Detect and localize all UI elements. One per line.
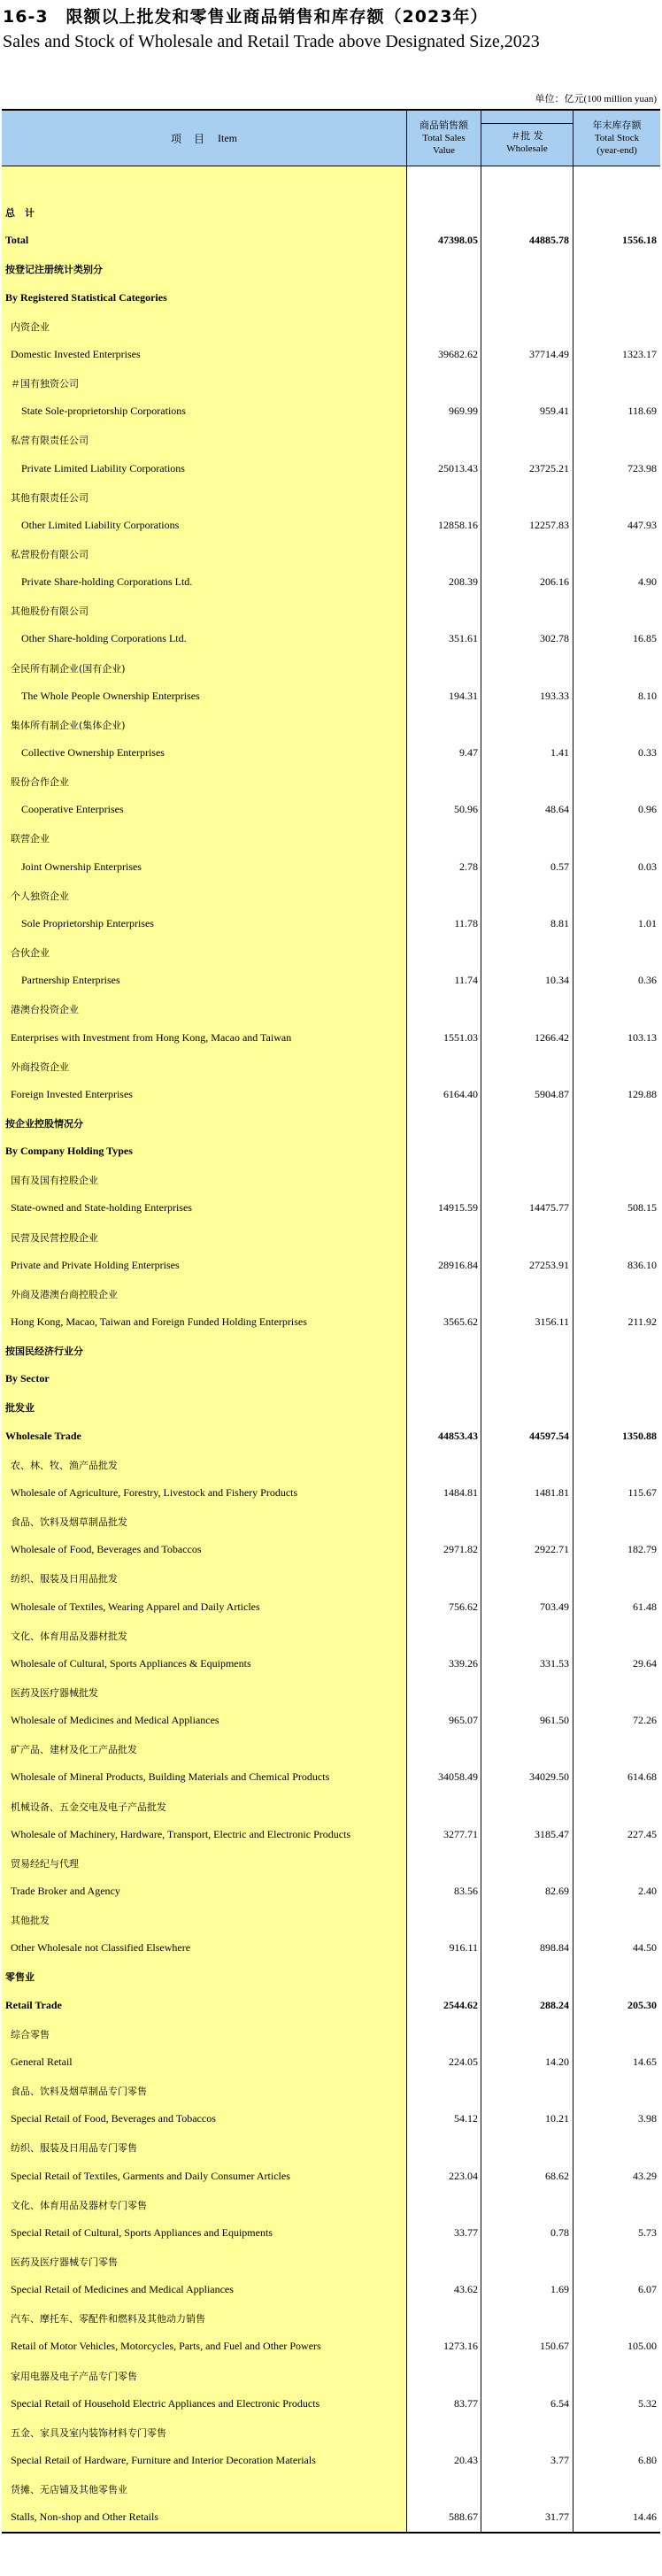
sales-value: 969.99 <box>449 405 478 418</box>
sales-value: 3277.71 <box>443 1827 478 1840</box>
sales-value: 50.96 <box>454 803 478 816</box>
stock-value: 1.01 <box>638 916 657 929</box>
stock-value: 836.10 <box>627 1258 657 1271</box>
table-row <box>2 484 660 513</box>
sales-value: 33.77 <box>454 2225 478 2239</box>
table-row <box>2 2391 660 2419</box>
table-row <box>2 1082 660 1110</box>
wholesale-value: 898.84 <box>540 1941 569 1955</box>
sales-value: 14915.59 <box>438 1201 478 1215</box>
wholesale-value: 82.69 <box>545 1885 569 1897</box>
header-item-cn: 项 目 <box>170 132 205 145</box>
sales-value: 12858.16 <box>438 518 478 531</box>
table-row <box>2 2277 660 2305</box>
table-row <box>2 768 660 797</box>
wholesale-value: 12257.83 <box>529 518 569 531</box>
row-label: Special Retail of Cultural, Sports Appliances and Equipments <box>11 2225 273 2239</box>
page-title-cn: 16-3 限额以上批发和零售业商品销售和库存额（2023年） <box>3 7 489 27</box>
row-label: Retail of Motor Vehicles, Motorcycles, Parts, and Fuel and Other Powers <box>11 2340 321 2353</box>
wholesale-value: 34029.50 <box>529 1770 569 1784</box>
wholesale-value: 10.21 <box>545 2112 569 2125</box>
stock-value: 44.50 <box>633 1941 657 1955</box>
row-label: By Registered Statistical Categories <box>5 290 167 304</box>
table-row <box>2 1623 660 1651</box>
wholesale-value: 1481.81 <box>535 1485 569 1499</box>
table-row <box>2 1423 660 1452</box>
stock-value: 723.98 <box>627 461 657 474</box>
sales-value: 339.26 <box>449 1656 478 1670</box>
row-label: 食品、饮料及烟草制品批发 <box>11 1516 127 1529</box>
header-wholesale <box>481 120 573 166</box>
wholesale-value: 1.41 <box>550 746 569 759</box>
table-row <box>2 1993 660 2021</box>
sales-value: 54.12 <box>454 2112 478 2125</box>
stock-value: 614.68 <box>627 1770 657 1784</box>
table-row <box>2 427 660 455</box>
row-label: 集体所有制企业(集体企业) <box>11 719 126 731</box>
table-row <box>2 1651 660 1679</box>
row-label: 其他股份有限公司 <box>11 605 89 618</box>
table-row <box>2 2021 660 2049</box>
table-row <box>2 712 660 740</box>
sales-value: 2544.62 <box>443 1998 478 2011</box>
row-label: 按企业控股情况分 <box>5 1117 83 1130</box>
table-row <box>2 2333 660 2362</box>
table-row <box>2 171 660 199</box>
stock-value: 43.29 <box>633 2169 657 2182</box>
table-row <box>2 569 660 598</box>
table-row <box>2 2192 660 2220</box>
row-label: Retail Trade <box>5 1998 62 2011</box>
table-row <box>2 2220 660 2248</box>
table-row <box>2 996 660 1024</box>
table-row <box>2 1907 660 1935</box>
sales-value: 1484.81 <box>443 1485 478 1499</box>
row-label: 文化、体育用品及器材批发 <box>11 1630 127 1642</box>
row-label: General Retail <box>11 2055 73 2068</box>
row-label: Wholesale of Machinery, Hardware, Transport, Electric and Electronic Products <box>11 1827 351 1840</box>
row-label: 矿产品、建材及化工产品批发 <box>11 1744 137 1756</box>
table-row <box>2 398 660 427</box>
table-row <box>2 2078 660 2106</box>
wholesale-value: 44885.78 <box>529 234 569 247</box>
stock-value: 1323.17 <box>622 347 657 360</box>
row-label: 股份合作企业 <box>11 776 69 789</box>
sales-value: 588.67 <box>449 2510 478 2524</box>
table-header <box>2 111 660 166</box>
sales-value: 1551.03 <box>443 1030 478 1044</box>
table-row <box>2 2419 660 2448</box>
row-label: 合伙企业 <box>11 947 50 960</box>
row-label: Partnership Enterprises <box>21 974 120 987</box>
table-row <box>2 1878 660 1907</box>
sales-value: 194.31 <box>449 689 478 702</box>
header-stock <box>573 111 660 166</box>
wholesale-value: 288.24 <box>540 1998 569 2011</box>
sales-value: 756.62 <box>449 1600 478 1613</box>
row-label: 贸易经纪与代理 <box>11 1857 79 1870</box>
row-label: Enterprises with Investment from Hong Kong, Macao and Taiwan <box>11 1030 292 1044</box>
table-row <box>2 683 660 712</box>
header-sales-cn: 商品销售额 <box>420 120 468 131</box>
row-label: Special Retail of Food, Beverages and Tobaccos <box>11 2112 216 2125</box>
row-label: 文化、体育用品及器材专门零售 <box>11 2199 147 2211</box>
stock-value: 115.67 <box>627 1485 657 1499</box>
row-label: 纺织、服装及日用品批发 <box>11 1573 118 1585</box>
row-label: Wholesale of Food, Beverages and Tobaccos <box>11 1543 202 1556</box>
row-label: ＃国有独资公司 <box>11 378 79 390</box>
sales-value: 224.05 <box>449 2055 478 2068</box>
sales-value: 43.62 <box>454 2283 478 2296</box>
wholesale-value: 10.34 <box>545 974 569 987</box>
data-table <box>2 109 660 2534</box>
row-label: Special Retail of Hardware, Furniture and Interior Decoration Materials <box>11 2454 316 2466</box>
stock-value: 1556.18 <box>622 234 657 247</box>
row-label: 医药及医疗器械批发 <box>11 1686 98 1699</box>
table-row <box>2 740 660 768</box>
row-label: 按国民经济行业分 <box>5 1346 83 1358</box>
table-row <box>2 1224 660 1253</box>
stock-value: 1350.88 <box>622 1429 657 1442</box>
row-label: 港澳台投资企业 <box>11 1004 79 1016</box>
row-label: Wholesale of Cultural, Sports Appliances & Equipments <box>11 1656 251 1670</box>
table-row <box>2 2049 660 2078</box>
wholesale-value: 44597.54 <box>529 1429 569 1442</box>
table-row <box>2 1338 660 1366</box>
stock-value: 227.45 <box>627 1827 657 1840</box>
header-item-en: Item <box>218 131 237 144</box>
header-wholesale-en: Wholesale <box>506 143 548 154</box>
sales-value: 11.74 <box>454 974 478 987</box>
stock-value: 14.65 <box>633 2055 657 2068</box>
stock-value: 29.64 <box>633 1656 657 1670</box>
header-sales-en-1: Total Sales <box>422 133 466 143</box>
table-row <box>2 1508 660 1537</box>
stock-value: 6.80 <box>638 2454 657 2466</box>
row-label: Other Limited Liability Corporations <box>21 518 180 531</box>
row-label: 民营及民营控股企业 <box>11 1231 98 1244</box>
row-label: 私营有限责任公司 <box>11 435 89 447</box>
table-row <box>2 968 660 996</box>
table-row <box>2 2476 660 2504</box>
table-row <box>2 1309 660 1338</box>
table-row <box>2 1850 660 1878</box>
row-label: 全民所有制企业(国有企业) <box>11 662 126 675</box>
wholesale-value: 2922.71 <box>535 1543 569 1556</box>
row-label: 总 计 <box>5 207 35 220</box>
row-label: 按登记注册统计类别分 <box>5 264 103 276</box>
sales-value: 83.77 <box>454 2396 478 2410</box>
table-row <box>2 1537 660 1565</box>
stock-value: 61.48 <box>633 1600 657 1613</box>
table-row <box>2 939 660 968</box>
row-label: Total <box>5 234 29 247</box>
stock-value: 129.88 <box>627 1087 657 1100</box>
wholesale-value: 3156.11 <box>535 1315 569 1328</box>
table-row <box>2 456 660 484</box>
sales-value: 34058.49 <box>438 1770 478 1784</box>
row-label: Wholesale of Medicines and Medical Appliances <box>11 1714 219 1727</box>
wholesale-value: 1.69 <box>550 2283 569 2296</box>
stock-value: 103.13 <box>627 1030 657 1044</box>
sales-value: 28916.84 <box>438 1258 478 1271</box>
row-label: Wholesale Trade <box>5 1429 81 1442</box>
stock-value: 2.40 <box>638 1885 657 1897</box>
header-stock-cn: 年末库存额 <box>592 120 642 131</box>
row-label: Wholesale of Textiles, Wearing Apparel and Daily Articles <box>11 1600 260 1613</box>
sales-value: 351.61 <box>449 632 478 645</box>
row-label: Collective Ownership Enterprises <box>21 746 165 759</box>
sales-value: 39682.62 <box>438 347 478 360</box>
table-row <box>2 2448 660 2476</box>
stock-value: 16.85 <box>633 632 657 645</box>
row-label: Other Share-holding Corporations Ltd. <box>21 632 187 645</box>
row-label: Special Retail of Household Electric Appliances and Electronic Products <box>11 2396 320 2410</box>
table-row <box>2 883 660 911</box>
wholesale-value: 14.20 <box>545 2055 569 2068</box>
wholesale-value: 150.67 <box>540 2340 569 2353</box>
table-row <box>2 1736 660 1764</box>
wholesale-value: 206.16 <box>540 575 569 589</box>
stock-value: 205.30 <box>627 1998 657 2011</box>
row-label: 个人独资企业 <box>11 890 69 902</box>
sales-value: 9.47 <box>459 746 478 759</box>
header-item <box>2 111 406 166</box>
wholesale-value: 302.78 <box>540 632 569 645</box>
table-row <box>2 541 660 569</box>
row-label: 家用电器及电子产品专门零售 <box>11 2370 137 2382</box>
sales-value: 916.11 <box>449 1941 478 1955</box>
stock-value: 508.15 <box>627 1201 657 1215</box>
table-row <box>2 825 660 853</box>
stock-value: 211.92 <box>627 1315 657 1328</box>
row-label: Private Limited Liability Corporations <box>21 461 185 474</box>
wholesale-value: 3.77 <box>550 2454 569 2466</box>
sales-value: 1273.16 <box>443 2340 478 2353</box>
header-wholesale-cn: ＃批 发 <box>511 130 543 142</box>
page-title-en: Sales and Stock of Wholesale and Retail Trade above Designated Size,2023 <box>3 32 540 51</box>
row-label: Trade Broker and Agency <box>11 1885 120 1897</box>
table-row <box>2 1366 660 1394</box>
sales-value: 6164.40 <box>443 1087 478 1100</box>
stock-value: 0.96 <box>638 803 657 816</box>
table-row <box>2 1452 660 1480</box>
stock-value: 0.33 <box>638 746 657 759</box>
row-label: 纺织、服装及日用品专门零售 <box>11 2142 137 2155</box>
stock-value: 447.93 <box>627 518 657 531</box>
unit-note: 单位：亿元(100 million yuan) <box>535 94 657 104</box>
table-row <box>2 2106 660 2134</box>
row-label: Hong Kong, Macao, Taiwan and Foreign Funded Holding Enterprises <box>11 1315 307 1328</box>
stock-value: 118.69 <box>627 405 657 418</box>
header-sales <box>407 111 481 166</box>
table-row <box>2 1935 660 1963</box>
row-label: 综合零售 <box>11 2028 50 2040</box>
stock-value: 4.90 <box>638 575 657 589</box>
wholesale-value: 8.81 <box>550 916 569 929</box>
table-row <box>2 626 660 654</box>
row-label: 内资企业 <box>11 320 50 333</box>
table-row <box>2 1708 660 1736</box>
row-label: 批发业 <box>5 1402 35 1415</box>
wholesale-value: 48.64 <box>545 803 569 816</box>
table-row <box>2 1793 660 1822</box>
table-row <box>2 2134 660 2163</box>
sales-value: 3565.62 <box>443 1315 478 1328</box>
wholesale-value: 959.41 <box>540 405 569 418</box>
table-row <box>2 1480 660 1508</box>
row-label: By Sector <box>5 1372 50 1385</box>
row-label: 外商及港澳台商控股企业 <box>11 1288 118 1300</box>
wholesale-value: 31.77 <box>545 2510 569 2524</box>
table-row <box>2 1025 660 1053</box>
row-label: Joint Ownership Enterprises <box>21 860 142 873</box>
wholesale-value: 14475.77 <box>529 1201 569 1215</box>
sales-value: 11.78 <box>454 916 478 929</box>
sales-value: 83.56 <box>454 1885 478 1897</box>
row-label: Special Retail of Medicines and Medical Appliances <box>11 2283 234 2296</box>
table-row <box>2 1281 660 1309</box>
wholesale-value: 6.54 <box>550 2396 569 2410</box>
row-label: Sole Proprietorship Enterprises <box>21 916 154 929</box>
stock-value: 5.32 <box>638 2396 657 2410</box>
row-label: 农、林、牧、渔产品批发 <box>11 1459 118 1471</box>
row-label: Domestic Invested Enterprises <box>11 347 141 360</box>
table-row <box>2 655 660 683</box>
wholesale-value: 961.50 <box>540 1714 569 1727</box>
table-row <box>2 256 660 284</box>
table-row <box>2 1110 660 1138</box>
row-label: 食品、饮料及烟草制品专门零售 <box>11 2086 147 2098</box>
row-label: 汽车、摩托车、零配件和燃料及其他动力销售 <box>11 2313 205 2325</box>
row-label: 五金、家具及室内装饰材料专门零售 <box>11 2426 166 2439</box>
table-row <box>2 2248 660 2277</box>
header-sales-en-2: Value <box>432 145 456 156</box>
wholesale-value: 1266.42 <box>535 1030 569 1044</box>
stock-value: 0.03 <box>638 860 657 873</box>
table-row <box>2 1963 660 1992</box>
sales-value: 47398.05 <box>438 234 478 247</box>
header-stock-en-1: Total Stock <box>594 133 640 143</box>
wholesale-value: 193.33 <box>540 689 569 702</box>
sales-value: 2.78 <box>459 860 478 873</box>
header-stock-en-2: (year-end) <box>597 145 637 156</box>
row-label: Wholesale of Mineral Products, Building Materials and Chemical Products <box>11 1770 330 1784</box>
sales-value: 25013.43 <box>438 461 478 474</box>
row-label: The Whole People Ownership Enterprises <box>21 689 200 702</box>
table-row <box>2 313 660 342</box>
wholesale-value: 0.78 <box>550 2225 569 2239</box>
table-row <box>2 342 660 370</box>
table-row <box>2 598 660 626</box>
sales-value: 965.07 <box>449 1714 478 1727</box>
row-label: Private Share-holding Corporations Ltd. <box>21 575 193 589</box>
table-row <box>2 199 660 228</box>
table-row <box>2 2305 660 2333</box>
wholesale-value: 23725.21 <box>529 461 569 474</box>
sales-value: 44853.43 <box>438 1429 478 1442</box>
table-row <box>2 854 660 883</box>
stock-value: 6.07 <box>638 2283 657 2296</box>
row-label: 货摊、无店铺及其他零售业 <box>11 2484 127 2496</box>
table-row <box>2 1764 660 1793</box>
table-row <box>2 1594 660 1623</box>
table-row <box>2 228 660 256</box>
wholesale-value: 331.53 <box>540 1656 569 1670</box>
stock-value: 14.46 <box>633 2510 657 2524</box>
table-row <box>2 1394 660 1423</box>
row-label: 零售业 <box>5 1971 35 1984</box>
wholesale-value: 37714.49 <box>529 347 569 360</box>
row-label: Other Wholesale not Classified Elsewhere <box>11 1941 191 1955</box>
stock-value: 5.73 <box>638 2225 657 2239</box>
stock-value: 182.79 <box>627 1543 657 1556</box>
wholesale-value: 27253.91 <box>529 1258 569 1271</box>
table-row <box>2 797 660 825</box>
table-row <box>2 911 660 939</box>
table-row <box>2 1167 660 1195</box>
row-label: By Company Holding Types <box>5 1145 133 1158</box>
wholesale-value: 703.49 <box>540 1600 569 1613</box>
table-row <box>2 1253 660 1281</box>
row-label: 私营股份有限公司 <box>11 548 89 560</box>
table-row <box>2 370 660 398</box>
table-row <box>2 513 660 541</box>
table-row <box>2 1679 660 1708</box>
stock-value: 105.00 <box>627 2340 657 2353</box>
row-label: Cooperative Enterprises <box>21 803 124 816</box>
row-label: 机械设备、五金交电及电子产品批发 <box>11 1801 166 1813</box>
row-label: Stalls, Non-shop and Other Retails <box>11 2510 158 2524</box>
table-row <box>2 1138 660 1167</box>
stock-value: 0.36 <box>638 974 657 987</box>
wholesale-value: 3185.47 <box>535 1827 569 1840</box>
table-row <box>2 1195 660 1223</box>
stock-value: 8.10 <box>638 689 657 702</box>
row-label: 其他批发 <box>11 1915 50 1927</box>
row-label: 国有及国有控股企业 <box>11 1175 98 1187</box>
sales-value: 20.43 <box>454 2454 478 2466</box>
table-row <box>2 1822 660 1850</box>
table-row <box>2 2163 660 2192</box>
row-label: State-owned and State-holding Enterprises <box>11 1201 192 1215</box>
row-label: Foreign Invested Enterprises <box>11 1087 133 1100</box>
row-label: 外商投资企业 <box>11 1060 69 1073</box>
stock-value: 3.98 <box>638 2112 657 2125</box>
table-row <box>2 1053 660 1082</box>
sales-value: 223.04 <box>449 2169 478 2182</box>
table-row <box>2 285 660 313</box>
row-label: Special Retail of Textiles, Garments and Daily Consumer Articles <box>11 2169 290 2182</box>
sales-value: 208.39 <box>449 575 478 589</box>
table-row <box>2 2504 660 2533</box>
row-label: Private and Private Holding Enterprises <box>11 1258 180 1271</box>
row-label: 其他有限责任公司 <box>11 491 89 504</box>
row-label: 医药及医疗器械专门零售 <box>11 2256 118 2268</box>
stock-value: 72.26 <box>633 1714 657 1727</box>
wholesale-value: 0.57 <box>550 860 569 873</box>
table-row <box>2 1565 660 1593</box>
sales-value: 2971.82 <box>443 1543 478 1556</box>
wholesale-value: 68.62 <box>545 2169 569 2182</box>
row-label: State Sole-proprietorship Corporations <box>21 405 186 418</box>
table-row <box>2 2363 660 2391</box>
row-label: Wholesale of Agriculture, Forestry, Livestock and Fishery Products <box>11 1485 298 1499</box>
row-label: 联营企业 <box>11 833 50 845</box>
wholesale-value: 5904.87 <box>535 1087 569 1100</box>
